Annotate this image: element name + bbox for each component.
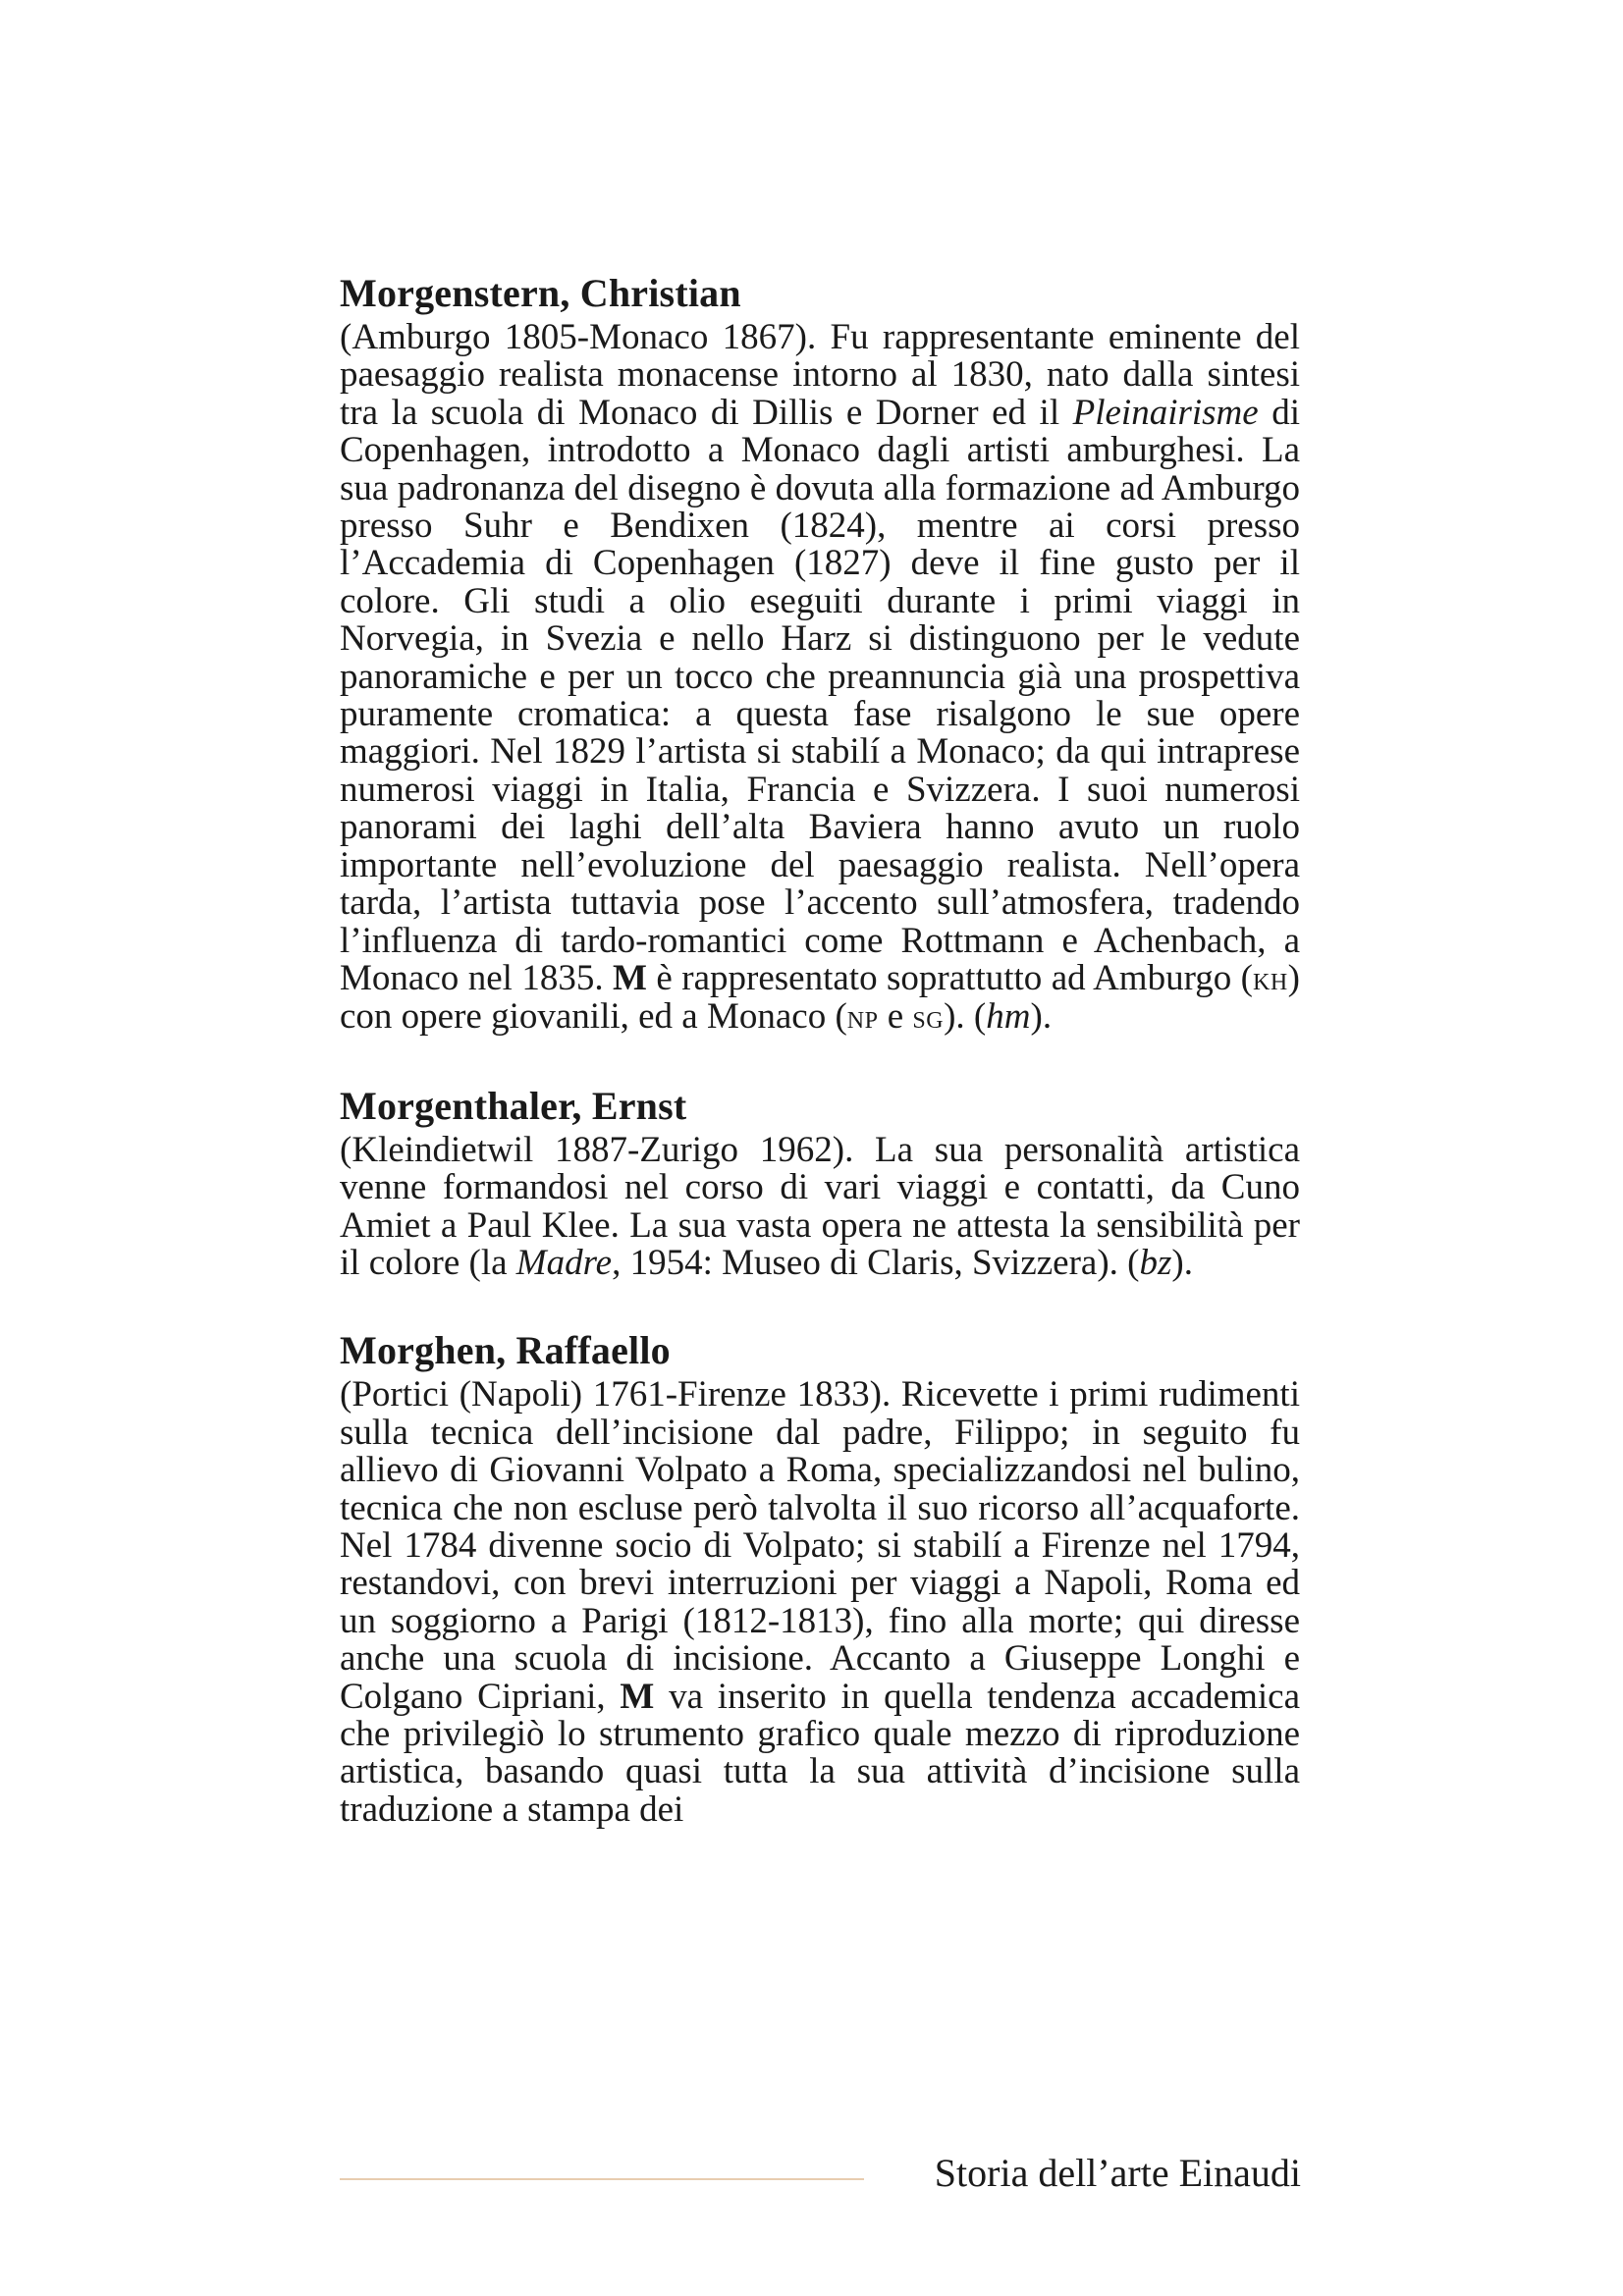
body-text: va inserito in quella tendenza accademica che privilegiò lo strumento grafico quale mezzo di riproduzione artistica, basando quasi tutta la sua attività d’incisione sulla traduzione a stampa dei xyxy=(340,1676,1300,1830)
body-text: è rappresentato soprattutto ad Amburgo ( xyxy=(646,957,1253,998)
entry-heading: Morghen, Raffaello xyxy=(340,1328,671,1373)
entry-body xyxy=(340,1129,1300,1283)
body-text: ). xyxy=(1030,996,1053,1038)
body-text: ) con opere giovanili, ed a Monaco ( xyxy=(340,957,1300,1038)
body-text: di Copenhagen, introdotto a Monaco dagli artisti amburghesi. La sua padronanza del disegno è dovuta alla formazione ad Amburgo presso Suhr e Bendixen (1824), mentre ai corsi presso l’Accademia di Copenhagen (1827) deve il fine gusto per il colore. Gli studi a olio eseguiti durante i primi viaggi in Norvegia, in Svezia e nello Harz si distinguono per le vedute panoramiche e per un tocco che preannuncia già una prospettiva puramente cromatica: a questa fase risalgono le sue opere maggiori. Nel 1829 l’artista si stabilí a Monaco; da qui intraprese numerosi viaggi in Italia, Francia e Svizzera. I suoi numerosi panorami dei laghi dell’alta Baviera hanno avuto un ruolo importante nell’evoluzione del paesaggio realista. Nell’opera tarda, l’artista tuttavia pose l’accento sull’atmosfera, tradendo l’influenza di tardo-romantici come Rottmann e Achenbach, a Monaco nel 1835. xyxy=(340,392,1300,998)
italic-text: Madre xyxy=(515,1242,613,1283)
text-column xyxy=(340,270,1300,1874)
entry-morgenstern xyxy=(340,270,1300,1038)
small-caps-text: np xyxy=(846,999,879,1037)
entry-body xyxy=(340,1376,1300,1829)
footer-rule xyxy=(340,2178,864,2180)
italic-text: bz xyxy=(1139,1242,1172,1283)
body-text: ). xyxy=(1171,1242,1193,1283)
entry-body xyxy=(340,319,1300,1038)
bold-text: M xyxy=(613,957,647,998)
entry-heading: Morgenstern, Christian xyxy=(340,271,741,315)
italic-text: Pleinairisme xyxy=(1072,392,1259,433)
body-text: (Amburgo 1805-Monaco 1867). Fu rappresentante eminente del paesaggio realista monacense intorno al 1830, nato dalla sintesi tra la scuola di Monaco di Dillis e Dorner ed il xyxy=(340,317,1300,433)
entry-morghen xyxy=(340,1327,1300,1829)
footer-title: Storia dell’arte Einaudi xyxy=(934,2151,1301,2195)
bold-text: M xyxy=(620,1676,655,1717)
body-text: e xyxy=(878,996,913,1038)
entry-heading: Morgenthaler, Ernst xyxy=(340,1083,687,1128)
body-text: (Portici (Napoli) 1761-Firenze 1833). Ricevette i primi rudimenti sulla tecnica dell’incisione dal padre, Filippo; in seguito fu allievo di Giovanni Volpato a Roma, specializzandosi nel bulino, tecnica che non escluse però talvolta il suo ricorso all’acquaforte. Nel 1784 divenne socio di Volpato; si stabilí a Firenze nel 1794, restandovi, con brevi interruzioni per viaggi a Napoli, Roma ed un soggiorno a Parigi (1812-1813), fino alla morte; qui diresse anche una scuola di incisione. Accanto a Giuseppe Longhi e Colgano Cipriani, xyxy=(340,1374,1300,1717)
entry-morgenthaler xyxy=(340,1083,1300,1283)
body-text: , 1954: Museo di Claris, Svizzera). ( xyxy=(612,1242,1140,1283)
italic-text: hm xyxy=(986,996,1031,1038)
small-caps-text: kh xyxy=(1253,960,1288,997)
small-caps-text: sg xyxy=(912,999,945,1037)
body-text: ). ( xyxy=(944,996,987,1038)
body-text: (Kleindietwil 1887-Zurigo 1962). La sua personalità artistica venne formandosi nel corso di vari viaggi e contatti, da Cuno Amiet a Paul Klee. La sua vasta opera ne attesta la sensibilità per il colore (la xyxy=(340,1129,1300,1283)
